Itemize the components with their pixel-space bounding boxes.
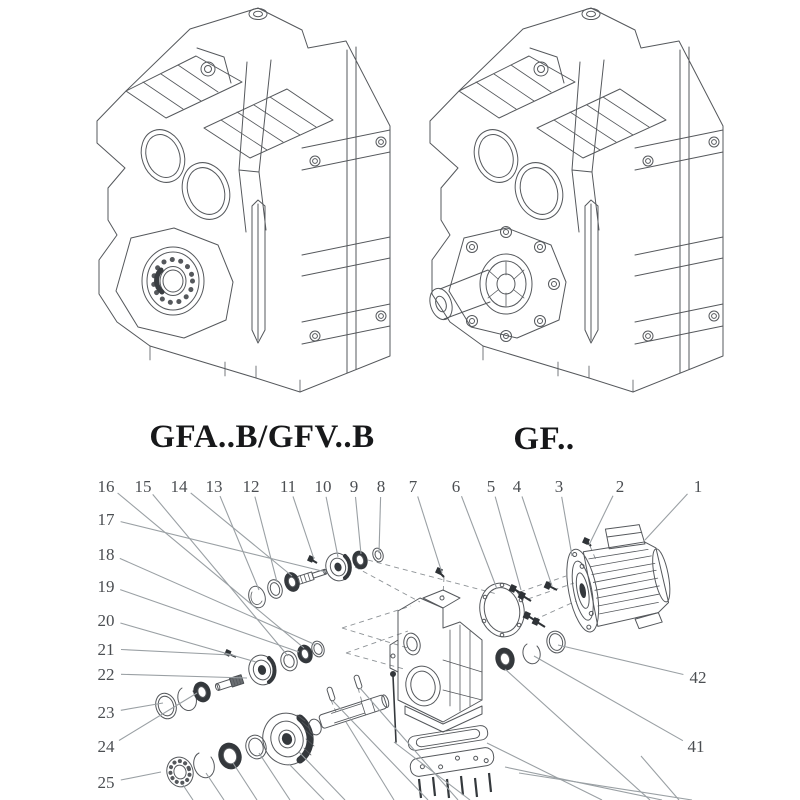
pinion-shaft xyxy=(297,567,328,584)
leader-line-19 xyxy=(120,590,299,652)
snap-ring xyxy=(194,753,215,778)
callout-number-17: 17 xyxy=(97,510,115,529)
leader-line-1 xyxy=(645,494,688,540)
leader-line-22 xyxy=(121,674,247,678)
callout-number-11: 11 xyxy=(279,477,297,496)
callout-number-16: 16 xyxy=(97,477,115,496)
long-bolt xyxy=(393,676,396,742)
shaft-key xyxy=(326,687,335,702)
callout-number-4: 4 xyxy=(512,477,522,496)
shaft-key xyxy=(353,675,362,690)
housing-top-tab xyxy=(423,590,460,608)
cover-bolts xyxy=(419,773,491,798)
leader-line-11 xyxy=(293,496,314,559)
cut-leader-line-9 xyxy=(394,742,470,800)
cut-leader-line-4 xyxy=(289,764,324,800)
cut-leader-line-6 xyxy=(346,722,394,800)
callout-number-3: 3 xyxy=(554,477,564,496)
leader-line-10 xyxy=(326,497,338,557)
callout-number-20: 20 xyxy=(97,611,115,630)
leader-line-7 xyxy=(418,496,442,573)
output-bearing-face xyxy=(142,247,204,315)
leader-line-2 xyxy=(589,496,613,545)
callout-number-7: 7 xyxy=(408,477,418,496)
exploded-housing xyxy=(390,590,482,742)
retaining-ring xyxy=(243,732,269,761)
bearing xyxy=(351,549,370,570)
hub-spokes xyxy=(488,262,524,306)
cut-leader-line-2 xyxy=(233,763,257,800)
exploded-view xyxy=(98,477,707,800)
ball-bearing xyxy=(163,754,197,791)
leader-line-4 xyxy=(522,496,552,586)
callout-number-10: 10 xyxy=(314,477,332,496)
snap-ring xyxy=(523,644,540,664)
callout-layer xyxy=(98,477,707,800)
leader-line-20 xyxy=(120,623,256,662)
gearbox-drawing-right xyxy=(426,8,723,392)
callout-number-1: 1 xyxy=(693,477,703,496)
bearing xyxy=(191,680,212,704)
callout-number-21: 21 xyxy=(97,640,115,659)
callout-number-15: 15 xyxy=(134,477,152,496)
oil-seal xyxy=(216,740,245,772)
callout-number-18: 18 xyxy=(97,545,115,564)
leader-line-15 xyxy=(153,494,288,656)
cut-leader-line-1 xyxy=(206,773,224,800)
gear-wheel xyxy=(245,652,279,689)
model-label-left: GFA..B/GFV..B xyxy=(149,419,375,455)
callout-number-14: 14 xyxy=(170,477,188,496)
leader-line-12 xyxy=(255,497,277,582)
leader-line-14 xyxy=(191,493,292,576)
dashed-axis-lines xyxy=(331,546,596,712)
cut-leader-line-11 xyxy=(487,743,602,800)
bearing xyxy=(493,646,516,672)
leader-line-17 xyxy=(121,522,326,572)
leader-line-24 xyxy=(119,693,197,741)
callout-number-23: 23 xyxy=(97,703,115,722)
bottom-cover-plate xyxy=(409,747,495,778)
bearing-outer xyxy=(278,649,299,673)
housing-ribs xyxy=(443,625,482,711)
callout-number-24: 24 xyxy=(97,737,115,756)
leader-line-8 xyxy=(379,497,381,553)
washer xyxy=(371,547,385,563)
motor-fins xyxy=(589,547,663,614)
cut-leader-line-10 xyxy=(505,669,650,800)
housing-bottom-frame xyxy=(405,706,482,732)
cut-leader-line-5 xyxy=(299,752,345,800)
upper-shaft-assembly xyxy=(246,547,385,610)
leader-line-9 xyxy=(356,497,362,554)
callout-number-22: 22 xyxy=(97,665,115,684)
model-label-right: GF.. xyxy=(513,421,575,457)
cut-leader-line-13 xyxy=(519,773,692,800)
callout-number-42: 42 xyxy=(689,668,707,687)
leader-line-13 xyxy=(220,496,259,590)
intermediate-shaft-assembly xyxy=(214,640,326,692)
leader-line-25 xyxy=(121,772,161,780)
callout-number-13: 13 xyxy=(205,477,223,496)
motor-terminal-box xyxy=(605,522,645,550)
leader-line-6 xyxy=(462,496,498,589)
oil-seal xyxy=(265,578,284,600)
callout-number-2: 2 xyxy=(615,477,625,496)
cut-leader-line-0 xyxy=(183,785,193,800)
housing-bore-large xyxy=(402,662,445,709)
callout-number-9: 9 xyxy=(349,477,359,496)
leader-line-3 xyxy=(562,497,572,556)
retaining-ring xyxy=(544,629,567,655)
callout-number-5: 5 xyxy=(486,477,496,496)
exploded-motor xyxy=(558,519,677,640)
callout-number-41: 41 xyxy=(687,737,705,756)
leader-line-42 xyxy=(558,645,683,675)
leader-line-5 xyxy=(495,497,521,590)
callout-number-8: 8 xyxy=(376,477,386,496)
callout-number-25: 25 xyxy=(97,773,115,792)
callout-number-19: 19 xyxy=(97,577,115,596)
bottom-gasket xyxy=(407,725,488,752)
callout-number-12: 12 xyxy=(242,477,260,496)
gearbox-drawing-left xyxy=(97,8,390,392)
end-cap xyxy=(246,584,268,610)
output-flange-and-shaft xyxy=(426,227,559,342)
housing-bore-small xyxy=(402,631,423,656)
callout-number-6: 6 xyxy=(451,477,461,496)
leader-line-16 xyxy=(118,493,304,648)
